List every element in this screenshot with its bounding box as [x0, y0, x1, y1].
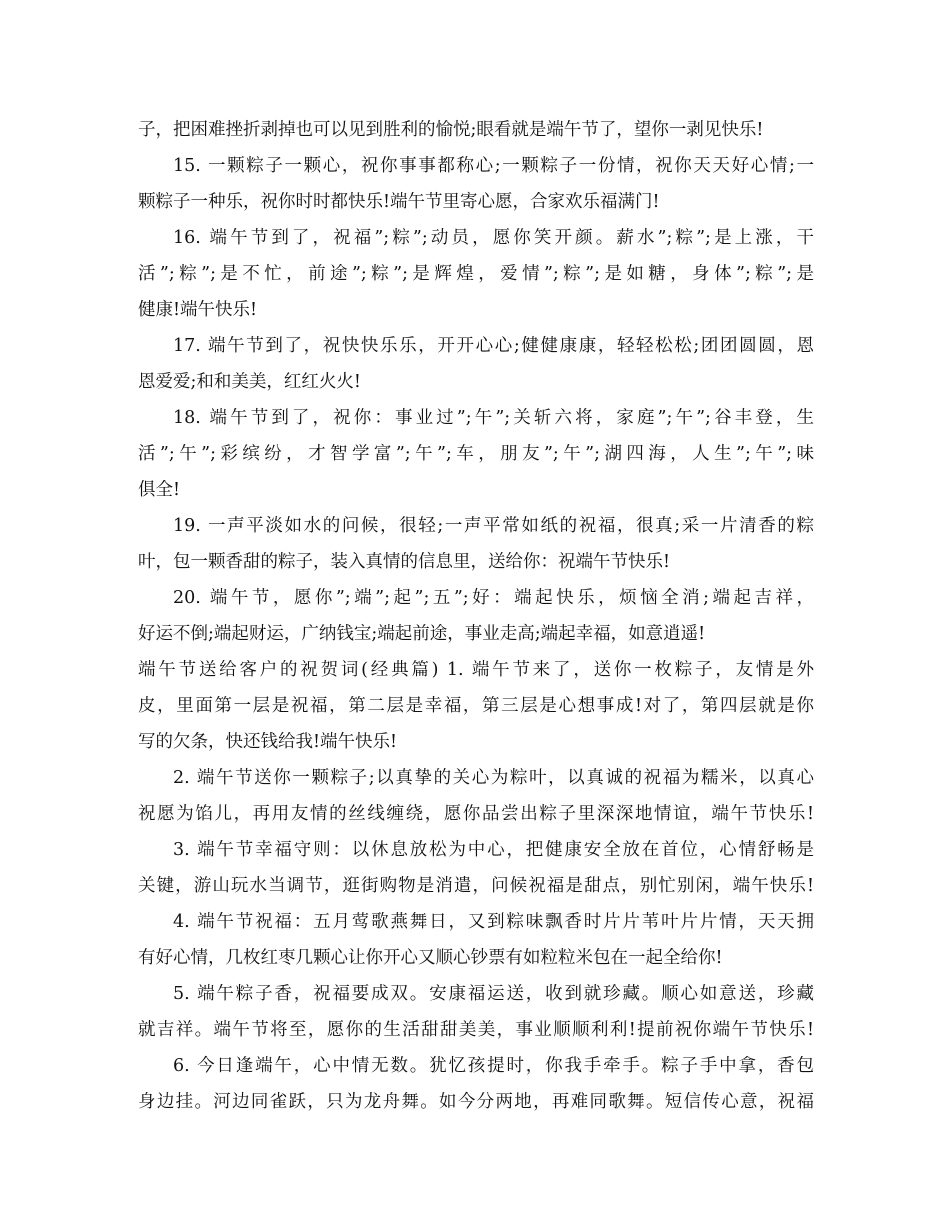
text-line: 就吉祥。端午节将至，愿你的生活甜甜美美，事业顺顺利利!提前祝你端午节快乐! — [138, 1020, 814, 1040]
section-heading-line: 端午节送给客户的祝贺词(经典篇) 1. 端午节来了，送你一枚粽子，友情是外 — [138, 660, 814, 680]
text-line: 19. 一声平淡如水的问候，很轻;一声平常如纸的祝福，很真;采一片清香的粽 — [173, 516, 814, 536]
text-line: 18. 端午节到了，祝你：事业过”;午”;关斩六将，家庭”;午”;谷丰登，生 — [173, 408, 814, 428]
text-line: 15. 一颗粽子一颗心，祝你事事都称心;一颗粽子一份情，祝你天天好心情;一 — [173, 156, 814, 176]
text-line: 16. 端午节到了，祝福”;粽”;动员，愿你笑开颜。薪水”;粽”;是上涨，干 — [173, 228, 814, 248]
text-line: 17. 端午节到了，祝快快乐乐，开开心心;健健康康，轻轻松松;团团圆圆，恩 — [173, 336, 814, 356]
text-line: 身边挂。河边同雀跃，只为龙舟舞。如今分两地，再难同歌舞。短信传心意，祝福 — [138, 1092, 814, 1112]
text-line: 20. 端午节，愿你”;端”;起”;五”;好：端起快乐，烦恼全消;端起吉祥， — [173, 588, 814, 608]
text-line: 健康!端午快乐! — [138, 300, 258, 320]
text-line: 活”;粽”;是不忙，前途”;粽”;是辉煌，爱情”;粽”;是如糖，身体”;粽”;是 — [138, 264, 814, 284]
text-line: 叶，包一颗香甜的粽子，装入真情的信息里，送给你：祝端午节快乐! — [138, 552, 671, 572]
text-line: 好运不倒;端起财运，广纳钱宝;端起前途，事业走高;端起幸福，如意逍遥! — [138, 624, 706, 644]
text-line: 3. 端午节幸福守则：以休息放松为中心，把健康安全放在首位，心情舒畅是 — [173, 840, 814, 860]
text-line: 2. 端午节送你一颗粽子;以真挚的关心为粽叶，以真诚的祝福为糯米，以真心 — [173, 768, 814, 788]
text-line: 活”;午”;彩缤纷，才智学富”;午”;车，朋友”;午”;湖四海，人生”;午”;味 — [138, 444, 814, 464]
text-line: 6. 今日逢端午，心中情无数。犹忆孩提时，你我手牵手。粽子手中拿，香包 — [173, 1056, 814, 1076]
text-line: 子，把困难挫折剥掉也可以见到胜利的愉悦;眼看就是端午节了，望你一剥见快乐! — [138, 120, 764, 140]
text-line: 祝愿为馅儿，再用友情的丝线缠绕，愿你品尝出粽子里深深地情谊，端午节快乐! — [138, 804, 814, 824]
text-line: 颗粽子一种乐，祝你时时都快乐!端午节里寄心愿，合家欢乐福满门! — [138, 192, 660, 212]
text-line: 俱全! — [138, 480, 181, 500]
text-line: 写的欠条，快还钱给我!端午快乐! — [138, 732, 398, 752]
text-line: 皮，里面第一层是祝福，第二层是幸福，第三层是心想事成!对了，第四层就是你 — [138, 696, 814, 716]
text-line: 4. 端午节祝福：五月莺歌燕舞日，又到粽味飘香时片片苇叶片片情，天天拥 — [173, 912, 814, 932]
text-line: 关键，游山玩水当调节，逛街购物是消遣，问候祝福是甜点，别忙别闲，端午快乐! — [138, 876, 814, 896]
text-line: 恩爱爱;和和美美，红红火火! — [138, 372, 361, 392]
text-line: 有好心情，几枚红枣几颗心让你开心又顺心钞票有如粒粒米包在一起全给你! — [138, 948, 723, 968]
text-line: 5. 端午粽子香，祝福要成双。安康福运送，收到就珍藏。顺心如意送，珍藏 — [173, 984, 814, 1004]
